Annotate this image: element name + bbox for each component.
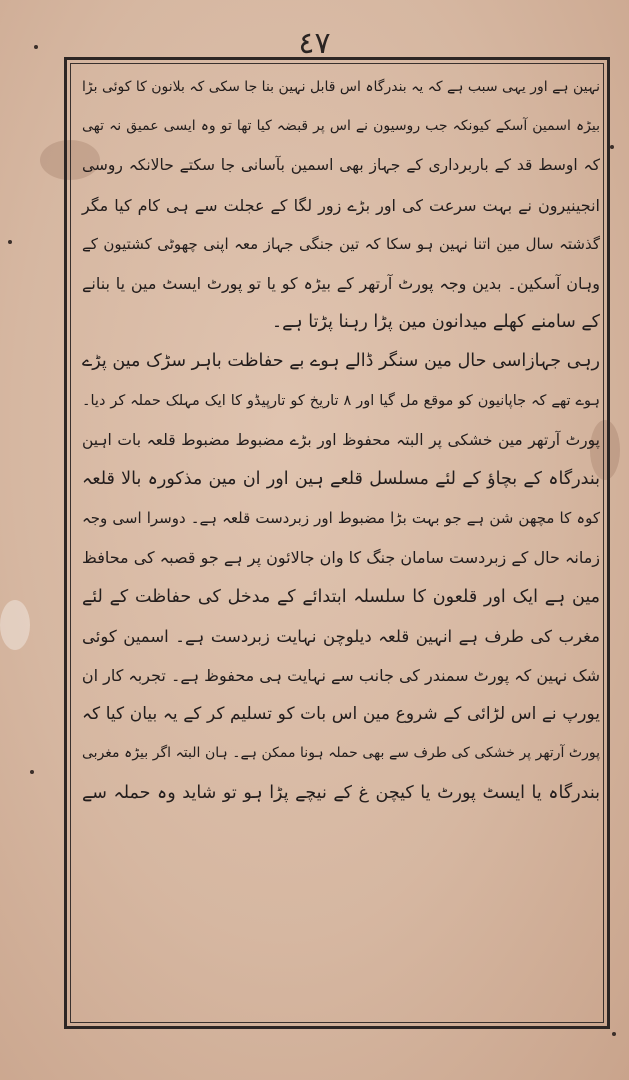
text-line: بندرگاہ یا ایسٹ پورٹ یا کیچن غ کے نیچے پڑا ہو تو شاید وہ حملہ سے (82, 782, 600, 803)
text-line: گذشتہ سال مین اتنا نہین ہو سکا کہ تین جنگی جہاز معہ اپنی چھوٹی کشتیون کے (82, 234, 600, 253)
page-number: ٤٧ (298, 26, 331, 61)
ink-speck (30, 770, 34, 774)
text-line: کہ اوسط قد کے باربرداری کے جہاز بھی اسمین بآسانی جا سکتے حالانکہ روسی (82, 156, 600, 175)
text-line: کے سامنے کھلے میدانون مین پڑا رہنا پڑتا ہے۔ (271, 312, 600, 333)
text-line: شک نہین کہ پورٹ سمندر کی جانب سے نہایت ہی محفوظ ہے۔ تجربہ کار ان (81, 666, 600, 686)
urdu-text-body (82, 68, 600, 1018)
paper-stain (0, 600, 30, 650)
ink-speck (610, 145, 614, 149)
text-line: پورٹ آرتھر پر خشکی کی طرف سے بھی حملہ ہونا ممکن ہے۔ ہان البتہ اگر بیڑہ مغربی (82, 745, 600, 762)
text-line: مین ہے ایک اور قلعون کا سلسلہ ابتدائے کے مدخل کی حفاظت کے لئے (82, 586, 600, 607)
text-line: یورپ نے اس لڑائی کے شروع مین اس بات کو تسلیم کر کے یہ بیان کیا کہ (82, 704, 600, 725)
text-line: رہی جہازاسی حال مین سنگر ڈالے ہوے بے حفاظت باہر سڑک مین پڑے (82, 351, 600, 372)
ink-speck (612, 1032, 616, 1036)
text-line: زمانہ حال کے زبردست سامان جنگ کا وان جالائون پر ہے جو قصبہ کی محافظ (82, 548, 600, 568)
text-line: کوہ کا مچھن شن ہے جو بہت بڑا مضبوط اور زبردست قلعہ ہے۔ دوسرا اسی وجہ (82, 509, 600, 528)
text-line: مغرب کی طرف ہے انہین قلعہ دیلوچن نہایت زبردست ہے۔ اسمین کوئی (82, 626, 600, 646)
text-line: نہین ہے اور یہی سبب ہے کہ یہ بندرگاہ اس قابل نہین بنا جا سکی کہ بلانون کا کوئی بڑا (82, 79, 600, 95)
text-line: بیڑہ اسمین آسکے کیونکہ جب روسیون نے اس پر قبضہ کیا تھا تو وہ ایسی عمیق نہ تھی (82, 118, 600, 135)
text-line: پورٹ آرتھر مین خشکی پر البتہ محفوظ اور بڑے مضبوط مضبوط قلعہ بات اہین (82, 430, 600, 449)
ink-speck (8, 240, 12, 244)
text-line: بندرگاہ کے بچاؤ کے لئے مسلسل قلعے ہین اور ان مین مذکورہ بالا قلعہ (82, 469, 600, 490)
text-line: وہان آسکین۔ بدین وجہ پورٹ آرتھر کے بیڑہ کو یا تو پورٹ ایسٹ مین یا بنانے (82, 274, 600, 294)
text-line: ہوے تھے کہ جاپانیون کو موقع مل گیا اور ۸ تاریخ کو تارپیڈو کا ایک مہلک حملہ کر دیا۔ (82, 392, 600, 409)
text-line: انجینیرون نے بہت سرعت کی اور بڑے زور لگا کے عجلت سے ہی کام کیا مگر (82, 195, 600, 215)
